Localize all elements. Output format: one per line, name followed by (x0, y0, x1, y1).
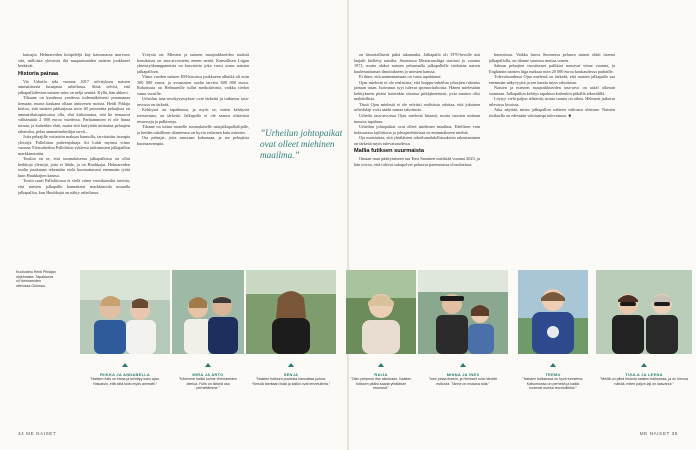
body-paragraph: Tiliaane on kuudessa yrudessa todennäköisesti puranamaa tiemaan, murra kaukana ollaan aniuvesen ruotsia. Heidi Pihlaja kertoo, että naisten pääsarjassa noin 40 prosenttia pelaajista on ammattilaisopintoissa ollu, ehti kirkotuutua, että he tienaavat välttämättä 2 000 euroa vuodessa. Parhaimmien ei ole lunaa toimia, ja kuitenkin ehtii, mutta että kärrytään mittarina pelaajien rahatuloa, pelaa ammattiurheilijat tarvit... (18, 95, 130, 134)
photo-mira-arto (172, 270, 244, 354)
body-paragraph: Urheilu tasa-arvoissa Ojan mielestä hitaasti, mutta vuosien mittaan muutos tapahtuu. (354, 113, 480, 124)
photo-raija (346, 270, 416, 354)
body-paragraph: Tässä Ojan mielestä ei ole selvästi realistista odottaa, että jokainen urheilulaji voisi saada samaa rahoitusta. (354, 101, 480, 113)
pull-quote: ”Urheilun johtopaikat ovat olleet miehinen maailma.” (260, 128, 343, 160)
quote-text: ”Naisten futis on kivaa ja kehittyy koko ajan. Haluaisin, että siitä tulisi myös ammatti.” (90, 377, 160, 386)
reader-quote (84, 372, 166, 386)
right-folio: ME NAISET 35 (639, 431, 678, 436)
reader-quote (250, 372, 332, 386)
quote-text: ”Kävimme kaikki kolme Helmareiden ottelua. Futis on tärkeä osa perhettämme.” (178, 377, 238, 391)
people-photo-icon (80, 270, 170, 354)
section-heading: Mallia futiksen suurmaista (354, 148, 424, 155)
quote-text: ”Meillä on pitkä historia naisten futiksessa, ja on hienoa nähdä, miten paljon laji on kasvanut.” (600, 377, 688, 386)
reader-quote (522, 372, 584, 391)
reader-quote (176, 372, 240, 391)
body-paragraph: Ojan mielestä ei ole realistista, että huippu-urheilun johtajien rahoitus jaetaan tasan. Isoimmat syyt tulevat sponsorirahoista. Hänen mielestään kehitykseen pitäisi kuitenkin sitoutua pitkäjänteisesti, jotta muutos olisi mahdollista. (354, 79, 480, 102)
people-photo-icon (596, 270, 692, 354)
caption-pointer (460, 363, 466, 367)
right-column-2 (489, 52, 615, 119)
person-photo-icon (346, 270, 416, 354)
body-paragraph: huomiossa. Vaikka harva Suomessa pelaava naisen elätti itsensä jalkapallolla, on tilanne suurissa maissa toinen. (489, 52, 615, 63)
left-column-1 (18, 52, 130, 195)
photo-strip (0, 270, 696, 354)
caption-pointer (205, 363, 211, 367)
quote-text: ”Olen pelannut itse aikoinaan. Naisten futiksen pitäisi saada yhtäläiset resurssit.” (350, 377, 412, 391)
body-paragraph: Toisin suuri Palloliitossa ei vielä viime vuosikausilta tarvittu, että naisten jalkapallo kannattaisi markkinoida muualla jalkapalloa, kun Huuhkajat on nähty urheilussa. (18, 178, 130, 195)
body-paragraph: katoajia. Helmareiden kotipeleljä käy katsomassa mureuoo sitä, milloista yleisöstä iltä naapurimaiden naisten joukkueet keräävät. (18, 52, 130, 69)
reader-quote (350, 372, 412, 391)
person-photo-icon (246, 270, 336, 354)
people-photo-icon (418, 270, 508, 354)
body-paragraph: Saksan pelaajien vuosittaiset palkkiot nousivat viime vuonna, ja Englannin naisten liiga maksaa noin 20 000 euroa kuukaudessa parhaille. (489, 63, 615, 74)
body-paragraph: Ei ihme, että ammentamaan on vasta tapahtunut. (359, 74, 442, 80)
photo-minna-ines (418, 270, 508, 354)
left-folio: 34 ME NAISET (18, 431, 57, 436)
body-paragraph: Tulevaisuudessa Ojan mielestä on tärkeää, että naisten jalkapallo saa enemmän näkyvyyttä ja sen kautta myös rahoitusta. (489, 74, 615, 85)
body-paragraph: Aika näyttää, miten jalkapallon suhteen valitussa olemme. Naisten futiksella on edessään valoisampi tulevaisuus. ■ (489, 107, 615, 119)
quote-name: MINNA JA INES (446, 372, 480, 377)
body-paragraph: Kehitystä on tapahtunut, ja myös se, miten kehitystä toteutetaan, on tärkeää. Jalkapallo ei ole saanut riittävästi resursseja ja palkintoja. (137, 107, 249, 124)
caption-pointer (378, 363, 384, 367)
body-paragraph: Vie Urheilu teki vuonna 2017 selvityksen naisten ammattisesta futaajasta urheilussa. Siinä selvisi, että jalkapalloilevien naisten mies on neljä senttiä. Kyllä, hän ahkero. (18, 78, 130, 95)
reader-quote (600, 372, 688, 386)
body-paragraph: Urheilun tasa-arvokysymykset ovat tärkeitä ja tutkimus tasa-arvossa on tärkeää. (137, 96, 249, 107)
body-paragraph: Viime vuoden naisten EM-kisoissa joukkueen alkuikä oli noin 300 000 euroa, ja avustusten osalta tarvitsi 600 000 euroa. Rahoitusta on Helmareille tullut merkittävästi, vaikka tiedon sumu vuosille. (137, 74, 249, 96)
left-column-2 (137, 52, 249, 146)
photo-senja (246, 270, 336, 354)
body-paragraph: Urheilun johtopaikat ovat olleet miehinen maailma. Edellisen vain kohtuuessa lajiliittoon ja johtajatehtävissä on enimmäkseen miehiä. (354, 124, 480, 135)
body-paragraph: Löytyy vielä paljon tehtävää, mutta suunta on oikea. Helmarit jatkavat tulevissa kisoissa. (489, 96, 615, 107)
quote-name: RAIJA (374, 372, 388, 377)
quote-text: ”Naisten futiksen puolesta kannattaa puhua. Yleisöä tarvitaan lisää ja kaikki ovat tervetulleita.” (251, 377, 331, 386)
body-paragraph: Oja muistuttaa, että yhtäläisten urheilumahdollisuuksien rakentaminen on tärkeää myös tulevaisuudessa. (354, 135, 480, 146)
photo-caption: Kuulustelu Heidi Pihlajan ohjelmasta. Tapahtuma oli Helmareiden ottelussa Oulussa. (16, 270, 56, 288)
quote-name: RIIKKA JA ANNABELLA (99, 372, 150, 377)
body-paragraph: Omaan uran päättymiseen saa Ensi Saminen mietittää vuonna 2023, ja hän toivoo, että tulevat sukupolvet pelaavat paremmissa olosuhteissa. (354, 156, 480, 167)
photo-tuula-leena (596, 270, 692, 354)
caption-pointer (288, 363, 294, 367)
caption-pointer (122, 363, 128, 367)
right-column-1 (354, 52, 480, 167)
quote-name: TEEMU (545, 372, 561, 377)
photo-riikka-annabella (80, 270, 170, 354)
caption-pointer (550, 363, 556, 367)
section-heading: Historia painaa (18, 70, 59, 77)
person-photo-icon (518, 270, 588, 354)
quote-text: ”Ines pelaa itsekin, ja Helmarit ovat hänelle esikuvia. Tänne on mukava tulla.” (428, 377, 498, 386)
reader-quote (422, 372, 504, 386)
quote-name: TUULA JA LEENA (625, 372, 663, 377)
photo-teemu (518, 270, 588, 354)
people-photo-icon (172, 270, 244, 354)
body-paragraph: Toukoa on se, että suomalaisessa jalkapallossa on ollut heikkoja yleisöjä, joita ei lähde, ja on Huuhkajat. Helmareiden osalta joudutaan tekemään vielä huomattavasti enemmän työtä kuin Huuhkajien kanssa. (18, 156, 130, 178)
quote-name: SENJA (283, 372, 299, 377)
body-paragraph: Naisten ja miesten maajoukkueiden tasa-arvo on askel oikeaan suuntaan. Jalkapallon kehitys tapahtuu kuitenkin pitkällä aikavälillä. (489, 85, 615, 96)
body-paragraph: on historiallisesti pitkä takamatka. Jalkapallo oli 1970-luvulle asti laajalti kielletty naisilta. Suomessa Mestaruusliiga starttasi jo vuonna 1971, mutta alakai naisten pelaamalla jalkapallolle tiedostaa naisen kuulemattoman ilmoitukseen jo miesten kanssa. (354, 52, 480, 74)
body-paragraph: Jotta pelaajille voitaisiin maksaa kunnolla, tarvitaisiin isompia yleisöjä. Palloliiton puheenjohtaja Ari Lahti myönsi viime vuonna Yleisurheilun Palloliiton syklessä tutkimusten jalkapallon markkinointiin. (18, 134, 130, 156)
caption-pointer (641, 363, 647, 367)
quote-name: MIRA JA ARTO (192, 372, 224, 377)
quote-text: ”Naisten futiksessa on hyvä tunnelma. Katsomossa on perheitä ja kaikki tuntevat olonsa tervetulleiksi.” (522, 377, 584, 391)
body-paragraph: Tilanne on tuttua monelle suomalaiselle naisjalkapalloilijalle, ja heidän rahallinen tilanteensa on hyvin erilainen kuin miesten. (137, 124, 249, 135)
body-paragraph: Yritystä on: Miesten ja naisten maajoukkueiden sisäisiä bonuksista on tasa-arvoistettu ennen nettiä. Kansallisen Liigan yhteistyökumppaneista on kasvatettu joka vuosi osuus naisten jalkapalloon. (137, 52, 249, 74)
body-paragraph: Ota pelaajat, joita sanotaan kokonaan, ja tee pelaajista huomaavampia. (137, 135, 249, 146)
